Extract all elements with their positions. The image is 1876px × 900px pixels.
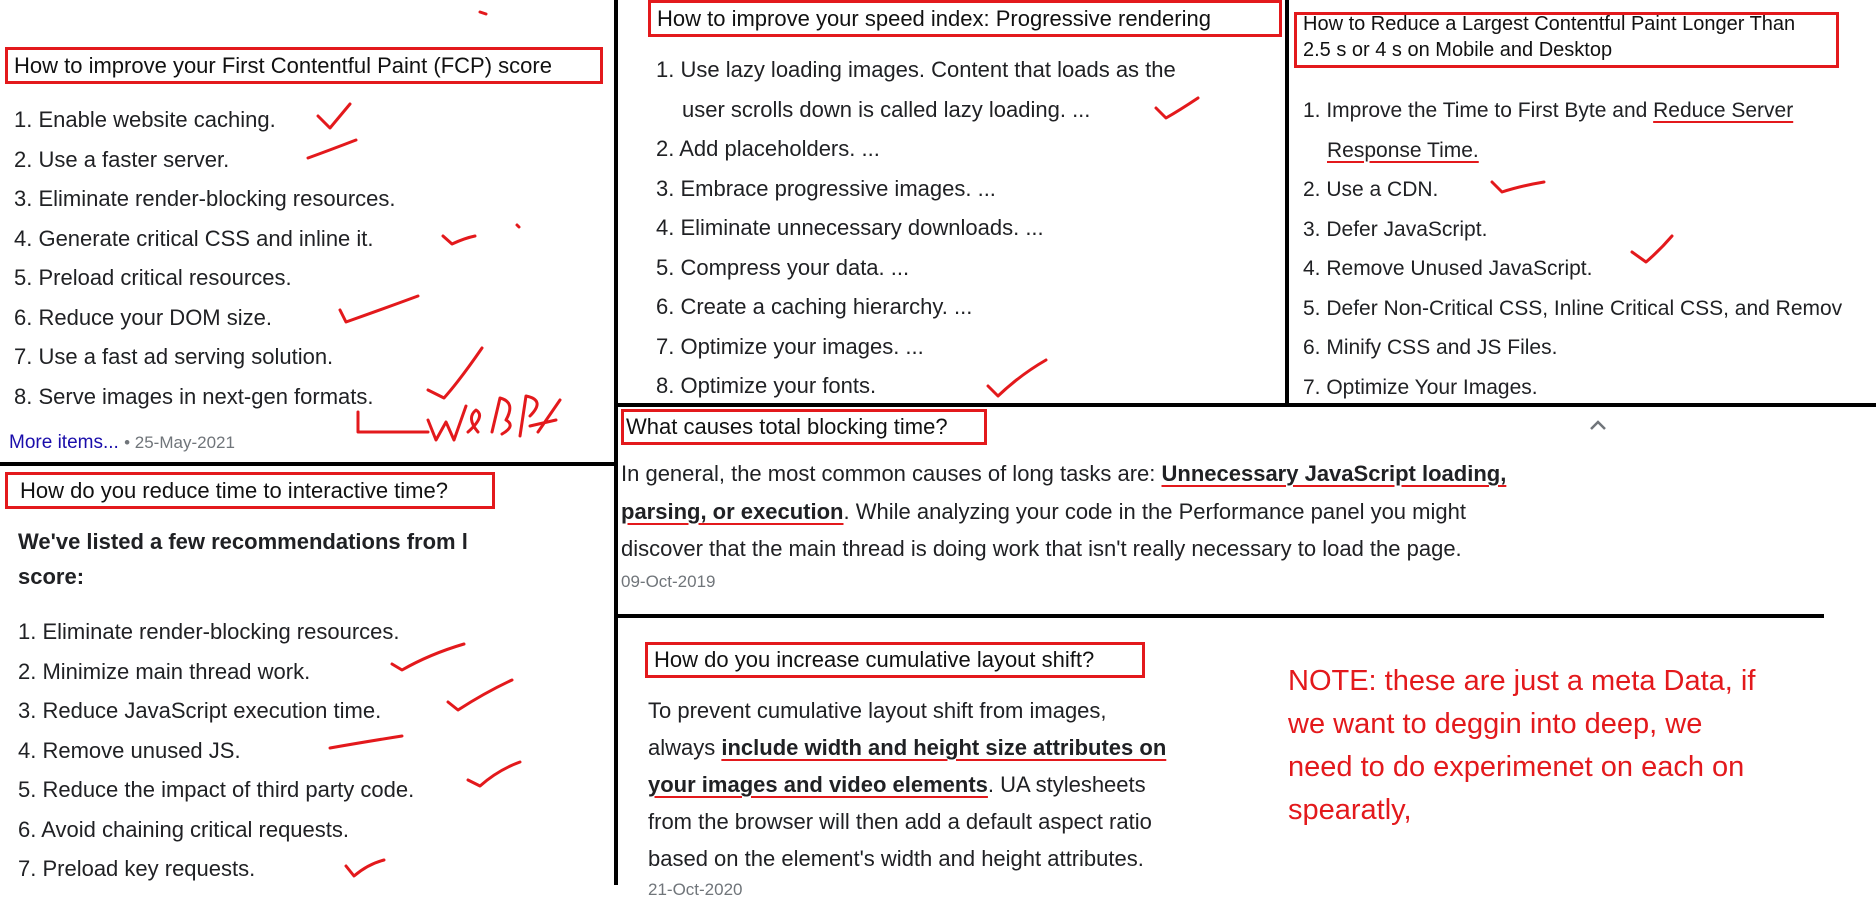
cls-panel — [618, 618, 1238, 899]
fcp-panel — [0, 0, 612, 460]
list-item: 2. Minimize main thread work. — [18, 658, 311, 684]
tbt-line1 — [621, 455, 1506, 493]
list-item: 7. Use a fast ad serving solution. — [14, 344, 334, 369]
cls-line2-bold: include width and height size attributes on — [721, 735, 1167, 760]
fcp-title: How to improve your First Contentful Paint (FCP) score — [5, 47, 603, 84]
list-item — [1303, 131, 1842, 171]
list-item: 3. Reduce JavaScript execution time. — [18, 698, 382, 723]
tbt-line2-text: . While analyzing your code in the Performance panel you might — [843, 498, 1466, 524]
cls-line2 — [648, 729, 1166, 766]
tbt-date: 09-Oct-2019 — [621, 572, 716, 591]
list-item: 3. Embrace progressive images. ... — [656, 175, 996, 201]
list-item: 2. Use a faster server. — [14, 146, 230, 172]
cls-body — [648, 692, 1166, 877]
list-item: 5. Defer Non-Critical CSS, Inline Critical CSS, and Remov — [1303, 296, 1843, 320]
list-item: 2. Add placeholders. ... — [656, 136, 880, 161]
list-item: 4. Remove unused JS. — [18, 737, 241, 763]
note-line3: need to do experimenet on each on — [1288, 751, 1745, 783]
list-item: 6. Avoid chaining critical requests. — [18, 816, 349, 842]
list-item: 4. Remove Unused JavaScript. — [1303, 257, 1593, 280]
fcp-footer — [9, 432, 235, 454]
lcp-title-line1: How to Reduce a Largest Contentful Paint Longer Than — [1303, 13, 1796, 35]
lcp-item1-line2: Response Time. — [1327, 138, 1479, 162]
lcp-title — [1294, 12, 1839, 68]
list-item: 6. Minify CSS and JS Files. — [1303, 336, 1558, 359]
list-item: 5. Preload critical resources. — [14, 265, 292, 290]
speed-list — [656, 50, 1176, 406]
note-text — [1288, 660, 1755, 832]
list-item: 7. Preload key requests. — [18, 856, 256, 881]
tti-intro — [18, 524, 468, 594]
list-item: 6. Reduce your DOM size. — [14, 304, 272, 330]
fcp-date: • 25-May-2021 — [124, 433, 235, 452]
cls-line3-bold: your images and video elements — [648, 772, 988, 797]
lcp-item1-underlined: Reduce Server — [1653, 99, 1794, 122]
fcp-list — [14, 100, 396, 416]
cls-line5: based on the element's width and height attributes. — [648, 846, 1144, 871]
cls-line3-text: . UA stylesheets — [987, 772, 1146, 797]
list-item: user scrolls down is called lazy loading. ... — [682, 96, 1091, 122]
cls-title: How do you increase cumulative layout shift? — [645, 642, 1145, 678]
tbt-line1-text: In general, the most common causes of long tasks are: — [621, 461, 1162, 486]
tbt-line3: discover that the main thread is doing work that isn't really necessary to load the page. — [621, 536, 1462, 561]
tbt-line1-bold: Unnecessary JavaScript loading, — [1161, 461, 1507, 486]
speed-index-panel — [618, 0, 1284, 402]
list-item: 5. Reduce the impact of third party code. — [18, 777, 415, 802]
list-item — [1303, 91, 1842, 131]
note-line4: spearatly, — [1288, 794, 1412, 826]
cls-line2-prefix: always — [648, 735, 722, 760]
note-line1: NOTE: these are just a meta Data, if — [1288, 665, 1756, 697]
cls-line4: from the browser will then add a default aspect ratio — [648, 809, 1152, 834]
list-item: 3. Defer JavaScript. — [1303, 217, 1488, 241]
tbt-title: What causes total blocking time? — [621, 409, 987, 445]
cls-line3 — [648, 766, 1166, 803]
lcp-list — [1303, 91, 1842, 407]
tbt-line2 — [621, 493, 1506, 531]
list-item: 4. Generate critical CSS and inline it. — [14, 225, 374, 251]
chevron-up-icon[interactable] — [1588, 415, 1608, 435]
tti-intro-line2: score: — [18, 564, 85, 589]
list-item: 2. Use a CDN. — [1303, 178, 1439, 201]
list-item: 8. Serve images in next-gen formats. — [14, 383, 374, 409]
tbt-line2-bold: parsing, or execution — [621, 498, 844, 524]
tti-intro-line1: We've listed a few recommendations from l — [18, 529, 468, 554]
list-item: 6. Create a caching hierarchy. ... — [656, 294, 973, 319]
list-item: 1. Use lazy loading images. Content that loads as the — [656, 57, 1176, 82]
tti-list — [18, 612, 414, 889]
cls-date: 21-Oct-2020 — [648, 880, 743, 899]
lcp-title-line2: 2.5 s or 4 s on Mobile and Desktop — [1303, 39, 1613, 61]
note-line2: we want to deggin into deep, we — [1288, 708, 1703, 740]
list-item: 7. Optimize Your Images. — [1303, 375, 1538, 399]
tti-panel — [0, 466, 612, 885]
list-item: 1. Eliminate render-blocking resources. — [18, 619, 400, 644]
list-item: 5. Compress your data. ... — [656, 254, 910, 280]
list-item: 7. Optimize your images. ... — [656, 333, 924, 359]
list-item: 3. Eliminate render-blocking resources. — [14, 186, 396, 211]
list-item: 8. Optimize your fonts. — [656, 373, 877, 398]
lcp-item1-prefix: 1. Improve the Time to First Byte and — [1303, 99, 1654, 122]
tbt-panel — [618, 407, 1876, 612]
tbt-body — [621, 455, 1506, 568]
more-items-link[interactable]: More items... — [9, 432, 119, 453]
list-item: 4. Eliminate unnecessary downloads. ... — [656, 215, 1044, 240]
list-item: 1. Enable website caching. — [14, 107, 276, 132]
lcp-panel — [1289, 0, 1876, 402]
cls-line1: To prevent cumulative layout shift from images, — [648, 698, 1107, 723]
speed-title: How to improve your speed index: Progressive rendering — [648, 0, 1282, 37]
tti-title: How do you reduce time to interactive time? — [5, 472, 495, 509]
